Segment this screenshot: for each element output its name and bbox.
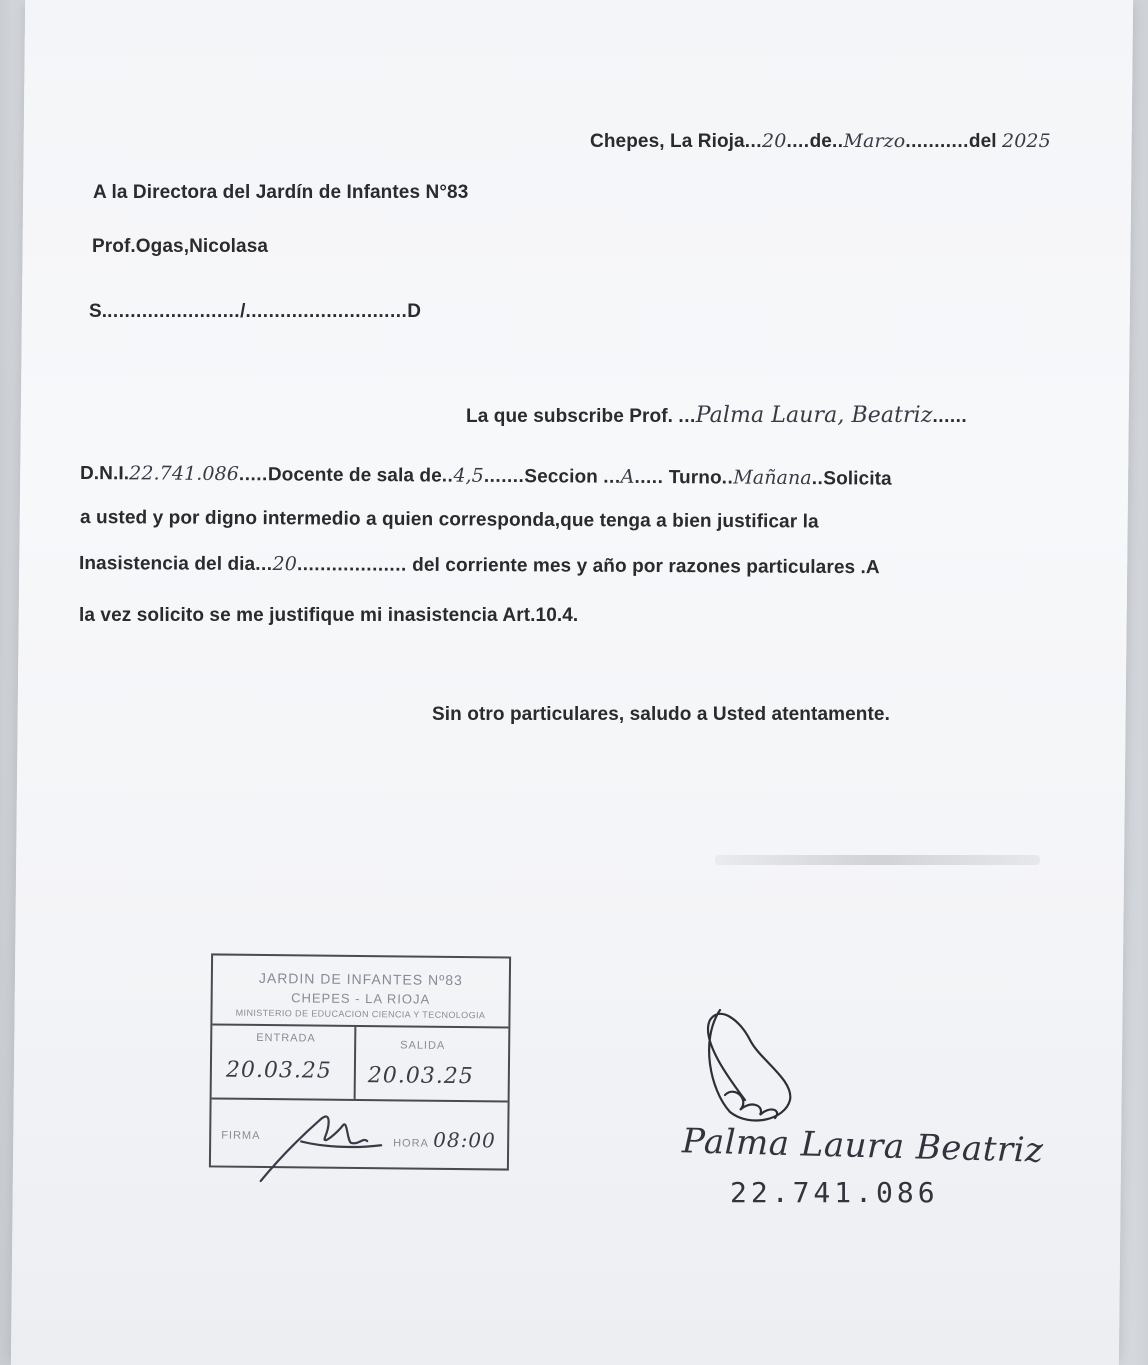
stamp-firma-label: FIRMA: [221, 1129, 261, 1142]
body-line-3: Inasistencia del dia...20................... del corriente mes y año por razones particulares .A: [78, 553, 880, 579]
faint-mark: [715, 855, 1040, 865]
inasistencia-day: 20: [272, 553, 298, 576]
salutation-s: S.: [89, 301, 108, 322]
stamp-firma-scribble: [251, 1096, 392, 1187]
stamp-ministry: MINISTERIO DE EDUCACION CIENCIA Y TECNOLOGIA: [235, 1007, 486, 1021]
dni-value: 22.741.086: [129, 462, 240, 486]
salutation-sd: S......................../............................D: [89, 301, 422, 322]
body-line-2: a usted y por digno intermedio a quien corresponda,que tenga a bien justificar la: [79, 507, 819, 533]
stamp-city: CHEPES - LA RIOJA: [291, 990, 431, 1007]
signature-scribble: [690, 1000, 810, 1130]
solicita: Solicita: [823, 468, 892, 490]
signature-dni: 22.741.086: [730, 1176, 939, 1209]
dni-line: D.N.I.22.741.086.....Docente de sala de..4,5.......Seccion ...A..... Turno..Mañana..Solicita: [79, 462, 892, 490]
inasistencia-rest: del corriente mes y año por razones particulares .A: [412, 554, 880, 579]
signature-name: Palma Laura Beatriz: [681, 1121, 1044, 1171]
salutation-d: D: [407, 301, 422, 322]
turno-label: Turno: [668, 467, 722, 489]
subscriber-line: La que subscribe Prof. ...Palma Laura, Beatriz......: [466, 403, 968, 428]
subscriber-name: Palma Laura, Beatriz: [695, 403, 933, 428]
seccion-value: A: [620, 465, 635, 488]
stamp-entrada-value: 20.03.25: [225, 1057, 333, 1084]
date-day: 20: [762, 130, 787, 152]
closing-line: Sin otro particulares, saludo a Usted atentamente.: [432, 704, 890, 725]
stamp-entrada-label: ENTRADA: [256, 1031, 316, 1045]
reception-stamp: [209, 953, 511, 1170]
stamp-divider-vertical: [354, 1027, 357, 1099]
sala-value: 4,5: [453, 464, 484, 487]
stamp-title: JARDIN DE INFANTES Nº83: [258, 969, 463, 989]
seccion-label: Seccion: [524, 466, 598, 488]
sala-label: Docente de sala de: [267, 464, 442, 487]
body-line-4: la vez solicito se me justifique mi inasistencia Art.10.4.: [79, 605, 579, 626]
date-year: 2025: [1002, 130, 1051, 152]
subscriber-label: La que subscribe Prof.: [466, 406, 674, 427]
recipient-line-2: Prof.Ogas,Nicolasa: [92, 236, 269, 257]
inasistencia-label: Inasistencia del dia: [78, 553, 256, 575]
place: Chepes, La Rioja: [590, 131, 745, 152]
salutation-slash: /: [240, 301, 246, 322]
stamp-hora-value: 08:00: [433, 1127, 496, 1153]
stamp-salida-value: 20.03.25: [367, 1063, 474, 1090]
stamp-salida-label: SALIDA: [400, 1039, 446, 1052]
recipient-line-1: A la Directora del Jardín de Infantes N°83: [93, 182, 469, 203]
stamp-divider-1: [212, 1023, 508, 1028]
date-line: Chepes, La Rioja...20....de..Marzo...........del 2025: [590, 130, 1051, 152]
turno-value: Mañana: [733, 466, 812, 490]
date-month: Marzo: [843, 130, 906, 152]
stamp-hora-label: HORA: [393, 1137, 429, 1150]
dni-label: D.N.I.: [79, 463, 130, 485]
